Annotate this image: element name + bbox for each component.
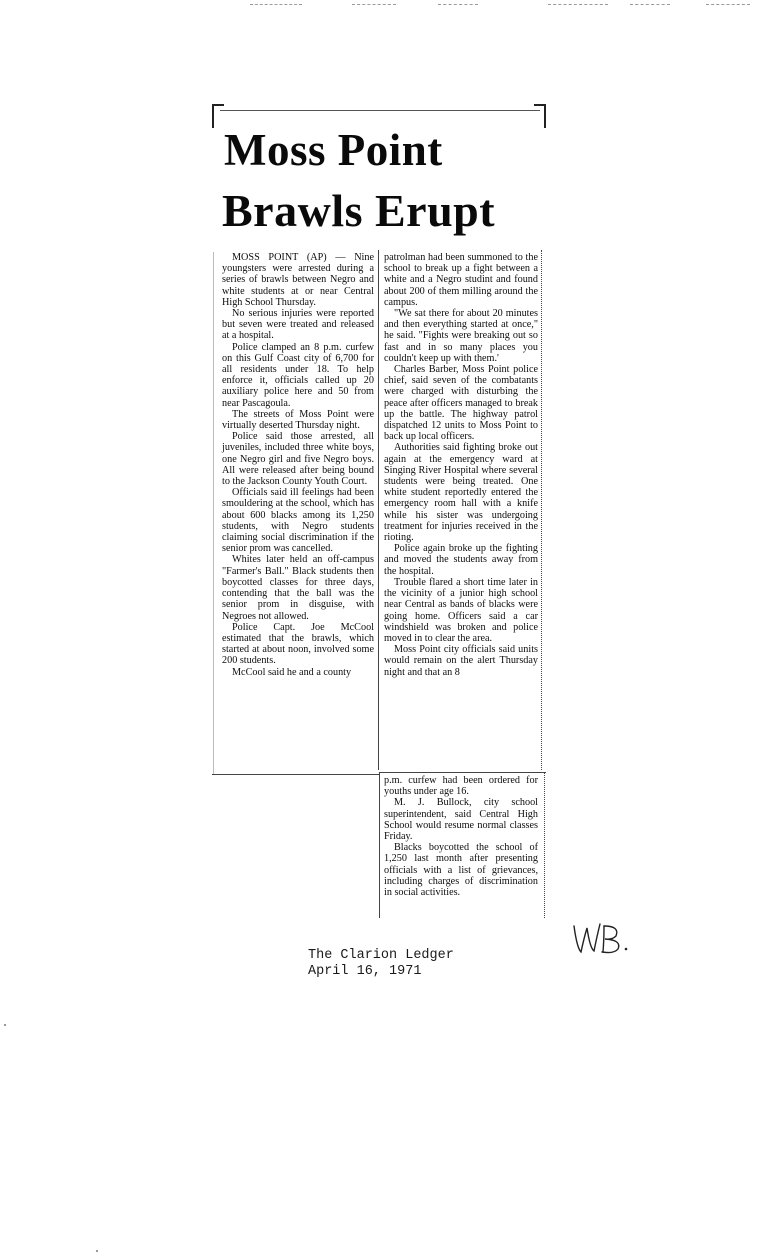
paragraph: Blacks boycotted the school of 1,250 last month after presenting officials with a list of grievances, including charges of discrimination in social activities. — [384, 842, 538, 899]
handwritten-initials — [570, 918, 640, 960]
clipping-corner-right — [534, 104, 546, 128]
article-column-1 — [222, 252, 374, 678]
paragraph: Police clamped an 8 p.m. curfew on this Gulf Coast city of 6,700 for all residents under 18. To help enforce it, officials called up 20 auxiliary police here and 50 from near Pascagoula. — [222, 341, 374, 409]
paragraph: Whites later held an off-campus "Farmer's Ball." Black students then boycotted classes for three days, contending that the ball was the senior prom in disguise, with Negroes not allowed. — [222, 554, 374, 622]
paragraph: Police said those arrested, all juveniles, included three white boys, one Negro girl and five Negro boys. All were released after being bound to the Jackson County Youth Court. — [222, 431, 374, 488]
clipping-edge-right — [541, 250, 542, 770]
paragraph: patrolman had been summoned to the school to break up a fight between a white and a Negro studint and found about 200 of them milling around the campus. — [384, 252, 538, 308]
paragraph: Moss Point city officials said units would remain on the alert Thursday night and that an 8 — [384, 644, 538, 678]
scan-speck — [96, 1250, 98, 1252]
publication-date: April 16, 1971 — [308, 964, 422, 979]
paragraph: Authorities said fighting broke out again at the emergency ward at Singing River Hospital where several students were being treated. One white student reportedly entered the emergency room hall with a knife while his sister was undergoing treatment for injuries received in the rioting. — [384, 442, 538, 544]
clipping-edge-bottom-left — [212, 774, 380, 775]
paragraph: McCool said he and a county — [232, 666, 352, 678]
publication-name: The Clarion Ledger — [308, 948, 454, 963]
paragraph: p.m. curfew had been ordered for youths under age 16. — [384, 775, 538, 798]
paragraph: MOSS POINT (AP) — Nine youngsters were arrested during a series of brawls between Negro and white students at or near Central High School Thursday. — [222, 252, 374, 308]
article-column-2 — [384, 252, 538, 678]
clipping-edge-left-lower — [379, 772, 380, 918]
scan-artifact — [630, 4, 670, 6]
clipping-edge-left — [213, 252, 214, 774]
source-citation — [308, 948, 454, 980]
scan-artifact — [706, 4, 750, 6]
paragraph: Charles Barber, Moss Point police chief, said seven of the combatants were charged with disturbing the peace after officers managed to break up the battle. The highway patrol dispatched 12 units to Moss Point to back up local officers. — [384, 364, 538, 443]
headline-line-1: Moss Point — [224, 125, 443, 175]
paragraph: "We sat there for about 20 minutes and then everything started at once," he said. "Fights were breaking out so fast and in so many places you couldn't keep up with them.' — [384, 308, 538, 364]
paragraph: Police again broke up the fighting and moved the students away from the hospital. — [384, 543, 538, 577]
paragraph: Officials said ill feelings had been smouldering at the school, which has about 600 blacks among its 1,250 students, with Negro students claiming social discrimination if the senior prom was cancelled. — [222, 487, 374, 555]
clipping-corner-left — [212, 104, 224, 128]
paragraph: Trouble flared a short time later in the vicinity of a junior high school near Central as bands of blacks were going home. Officers said a car windshield was broken and police moved in to clear the area. — [384, 576, 538, 644]
paragraph: M. J. Bullock, city school superintendent, said Central High School would resume normal classes Friday. — [384, 797, 538, 843]
paragraph: The streets of Moss Point were virtually deserted Thursday night. — [222, 408, 374, 432]
scan-artifact — [548, 4, 608, 6]
paragraph: No serious injuries were reported but seven were treated and released at a hospital. — [222, 308, 374, 342]
headline-line-2: Brawls Erupt — [222, 185, 496, 236]
clipping-step-rule — [380, 772, 546, 773]
scan-artifact — [250, 4, 302, 6]
scan-speck — [4, 1024, 6, 1026]
clipping-edge-right-lower — [544, 772, 545, 918]
scan-artifact — [438, 4, 478, 6]
column-rule — [378, 250, 379, 770]
paragraph: Police Capt. Joe McCool estimated that the brawls, which started at about noon, involved some 200 students. — [222, 621, 374, 667]
scan-artifact — [352, 4, 396, 6]
clipping-top-rule — [220, 110, 540, 111]
article-column-3 — [384, 775, 538, 898]
